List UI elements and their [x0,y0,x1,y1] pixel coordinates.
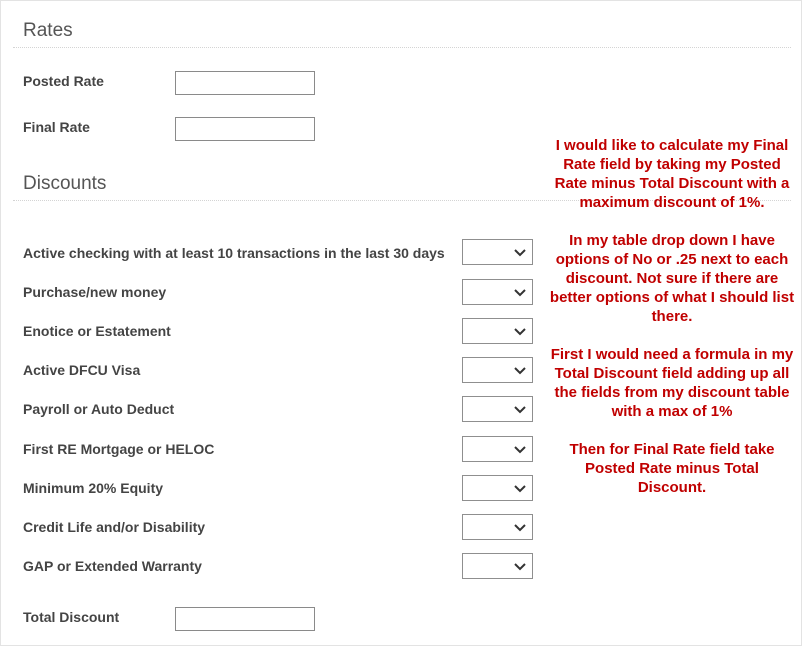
discount-label-visa: Active DFCU Visa [23,362,141,378]
chevron-down-icon [514,403,526,415]
total-discount-input[interactable] [175,607,315,631]
posted-rate-input[interactable] [175,71,315,95]
chevron-down-icon [514,246,526,258]
discount-label-active-checking: Active checking with at least 10 transactions in the last 30 days [23,245,445,261]
discount-select-gap[interactable] [462,553,533,579]
discount-label-mortgage: First RE Mortgage or HELOC [23,441,215,457]
final-rate-label: Final Rate [23,119,90,135]
rates-divider [13,47,791,48]
discount-select-purchase[interactable] [462,279,533,305]
discount-select-active-checking[interactable] [462,239,533,265]
discount-label-purchase: Purchase/new money [23,284,167,300]
discount-select-mortgage[interactable] [462,436,533,462]
chevron-down-icon [514,286,526,298]
posted-rate-label: Posted Rate [23,73,104,89]
annotation-paragraph: I would like to calculate my Final Rate field by taking my Posted Rate minus Total Discount with a maximum discount of 1%. [554,137,790,211]
total-discount-label: Total Discount [23,609,120,625]
chevron-down-icon [514,443,526,455]
discount-label-credit-life: Credit Life and/or Disability [23,519,206,535]
annotation-paragraph: In my table drop down I have options of No or .25 next to each discount. Not sure if there are better options of what I should list there. [549,232,795,325]
discounts-heading: Discounts [23,173,107,194]
discount-select-credit-life[interactable] [462,514,533,540]
discount-select-equity[interactable] [462,475,533,501]
discount-label-payroll: Payroll or Auto Deduct [23,401,175,417]
discount-label-enotice: Enotice or Estatement [23,323,171,339]
discount-label-gap: GAP or Extended Warranty [23,558,202,574]
discount-select-payroll[interactable] [462,396,533,422]
annotation-paragraph: First I would need a formula in my Total Discount field adding up all the fields from my discount table with a max of 1% [550,346,794,420]
discount-select-enotice[interactable] [462,318,533,344]
rates-heading: Rates [23,20,73,41]
chevron-down-icon [514,560,526,572]
chevron-down-icon [514,521,526,533]
annotation-note [549,136,795,516]
final-rate-input[interactable] [175,117,315,141]
chevron-down-icon [514,364,526,376]
discount-select-visa[interactable] [462,357,533,383]
chevron-down-icon [514,325,526,337]
discount-label-equity: Minimum 20% Equity [23,480,164,496]
chevron-down-icon [514,482,526,494]
annotation-paragraph: Then for Final Rate field take Posted Rate minus Total Discount. [569,441,775,496]
